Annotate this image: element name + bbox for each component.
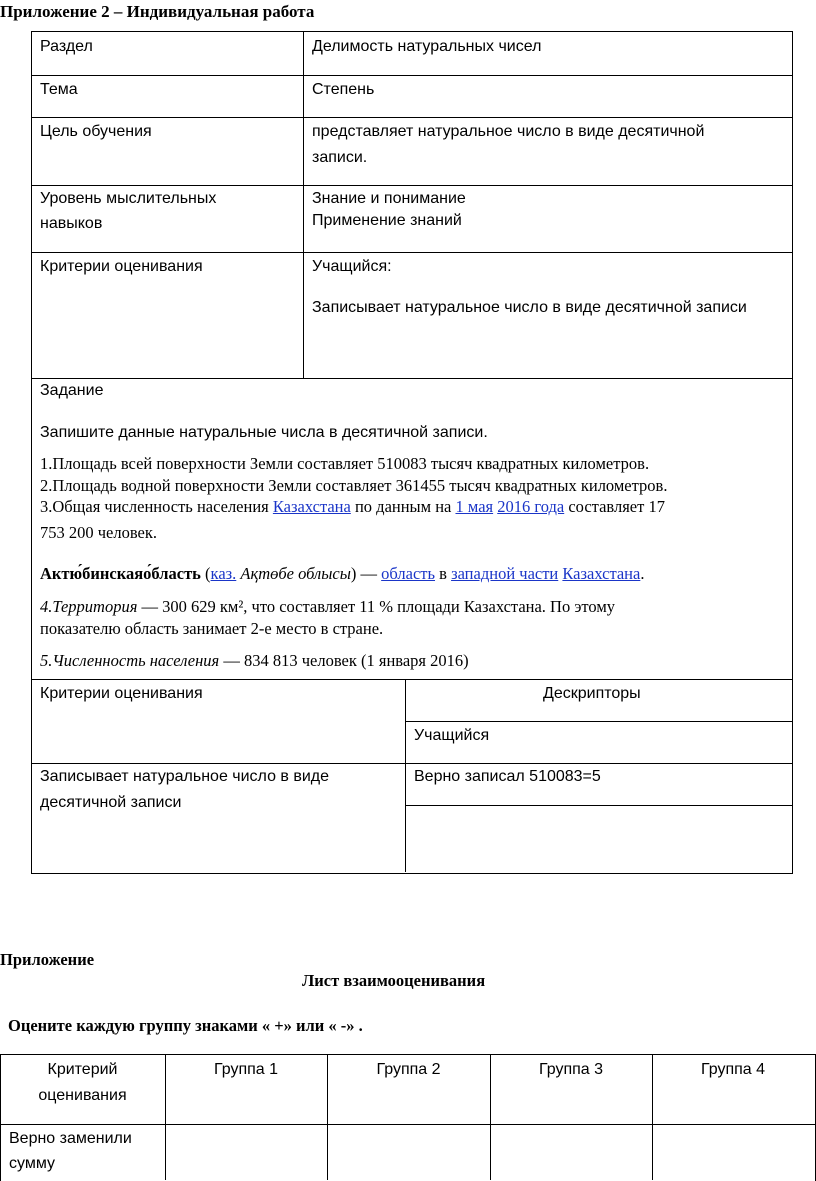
row1-criterion-line2: сумму [9, 1155, 55, 1172]
item5-label: 5.Численность населения [40, 651, 220, 670]
row-label-skills-line2: навыков [40, 215, 103, 232]
region-text-a: ( [200, 564, 211, 583]
criteria-col-header: Критерии оценивания [40, 685, 203, 702]
row-value-topic: Степень [312, 81, 375, 98]
criterion-header-line1: Критерий [47, 1061, 118, 1078]
link-kaz[interactable]: каз. [210, 564, 237, 583]
criterion-text-line1: Записывает натуральное число в виде [40, 768, 330, 785]
task-item-4-line2: показателю область занимает 2-е место в стране. [40, 619, 384, 638]
task-item-2: 2.Площадь водной поверхности Земли составляет 361455 тысяч квадратных километров. [40, 476, 668, 495]
item3-text-b: по данным на [350, 497, 456, 516]
row1-criterion-line1: Верно заменили [9, 1130, 132, 1147]
region-text-e: . [640, 564, 645, 583]
descriptors-col-header: Дескрипторы [543, 685, 641, 702]
row-label-goal: Цель обучения [40, 123, 152, 140]
group-1-header: Группа 1 [213, 1061, 279, 1078]
region-text-b: ) — [350, 564, 382, 583]
row-label-section: Раздел [40, 38, 93, 55]
link-kazakhstan[interactable]: Казахстана [272, 497, 351, 516]
row-label-skills-line1: Уровень мыслительных [40, 190, 217, 207]
criterion-text-line2: десятичной записи [40, 794, 182, 811]
region-name: Актю́бинскаяо́бласть [40, 564, 201, 583]
page-title: Приложение 2 – Индивидуальная работа [0, 2, 315, 21]
row-label-criteria: Критерии оценивания [40, 258, 203, 275]
group-2-header: Группа 2 [376, 1061, 441, 1078]
group-3-cell[interactable] [491, 1125, 651, 1180]
item4-label: 4.Территория [40, 597, 138, 616]
item3-text-a: 3.Общая численность населения [40, 497, 273, 516]
item5-text: — 834 813 человек (1 января 2016) [219, 651, 469, 670]
student-label: Учащийся [414, 727, 490, 744]
group-3-header: Группа 3 [538, 1061, 604, 1078]
item4-text: — 300 629 км², что составляет 11 % площади Казахстана. По этому [137, 597, 616, 616]
task-item-3 [40, 496, 784, 518]
link-1-may[interactable]: 1 мая [455, 497, 494, 516]
row-value-criteria-line2: Записывает натуральное число в виде десятичной записи [312, 299, 747, 316]
task-item-1: 1.Площадь всей поверхности Земли составляет 510083 тысяч квадратных километров. [40, 454, 650, 473]
region-kazakh-name: Ақтөбе облысы [236, 564, 351, 583]
row-label-topic: Тема [40, 81, 78, 98]
link-kazakhstan-2[interactable]: Казахстана [562, 564, 641, 583]
task-item-4 [40, 596, 615, 618]
group-2-cell[interactable] [328, 1125, 489, 1180]
criterion-header-line2: оценивания [38, 1087, 127, 1104]
row-value-skills-line2: Применение знаний [312, 212, 462, 229]
row-value-goal-line1: представляет натуральное число в виде десятичной [312, 123, 705, 140]
task-instruction: Запишите данные натуральные числа в десятичной записи. [40, 424, 488, 441]
region-text-c: в [435, 564, 452, 583]
group-4-cell[interactable] [653, 1125, 813, 1180]
link-western-part[interactable]: западной части [451, 564, 559, 583]
appendix-title: Приложение [0, 950, 95, 969]
sheet-title: Лист взаимооценивания [302, 971, 486, 990]
row-value-skills-line1: Знание и понимание [312, 190, 466, 207]
descriptor-text: Верно записал 510083=5 [414, 768, 601, 785]
group-1-cell[interactable] [166, 1125, 326, 1180]
task-item-3-line2: 753 200 человек. [40, 523, 158, 542]
row-value-goal-line2: записи. [312, 149, 368, 166]
row-value-section: Делимость натуральных чисел [312, 38, 542, 55]
item3-text-d: составляет 17 [564, 497, 665, 516]
region-paragraph [40, 563, 644, 585]
link-2016-year[interactable]: 2016 года [497, 497, 565, 516]
task-heading: Задание [40, 382, 104, 399]
group-4-header: Группа 4 [700, 1061, 766, 1078]
appendix-instruction: Оцените каждую группу знаками « +» или « -» . [8, 1016, 363, 1035]
row-value-criteria-line1: Учащийся: [312, 258, 392, 275]
link-region[interactable]: область [381, 564, 436, 583]
task-item-5 [40, 650, 469, 672]
